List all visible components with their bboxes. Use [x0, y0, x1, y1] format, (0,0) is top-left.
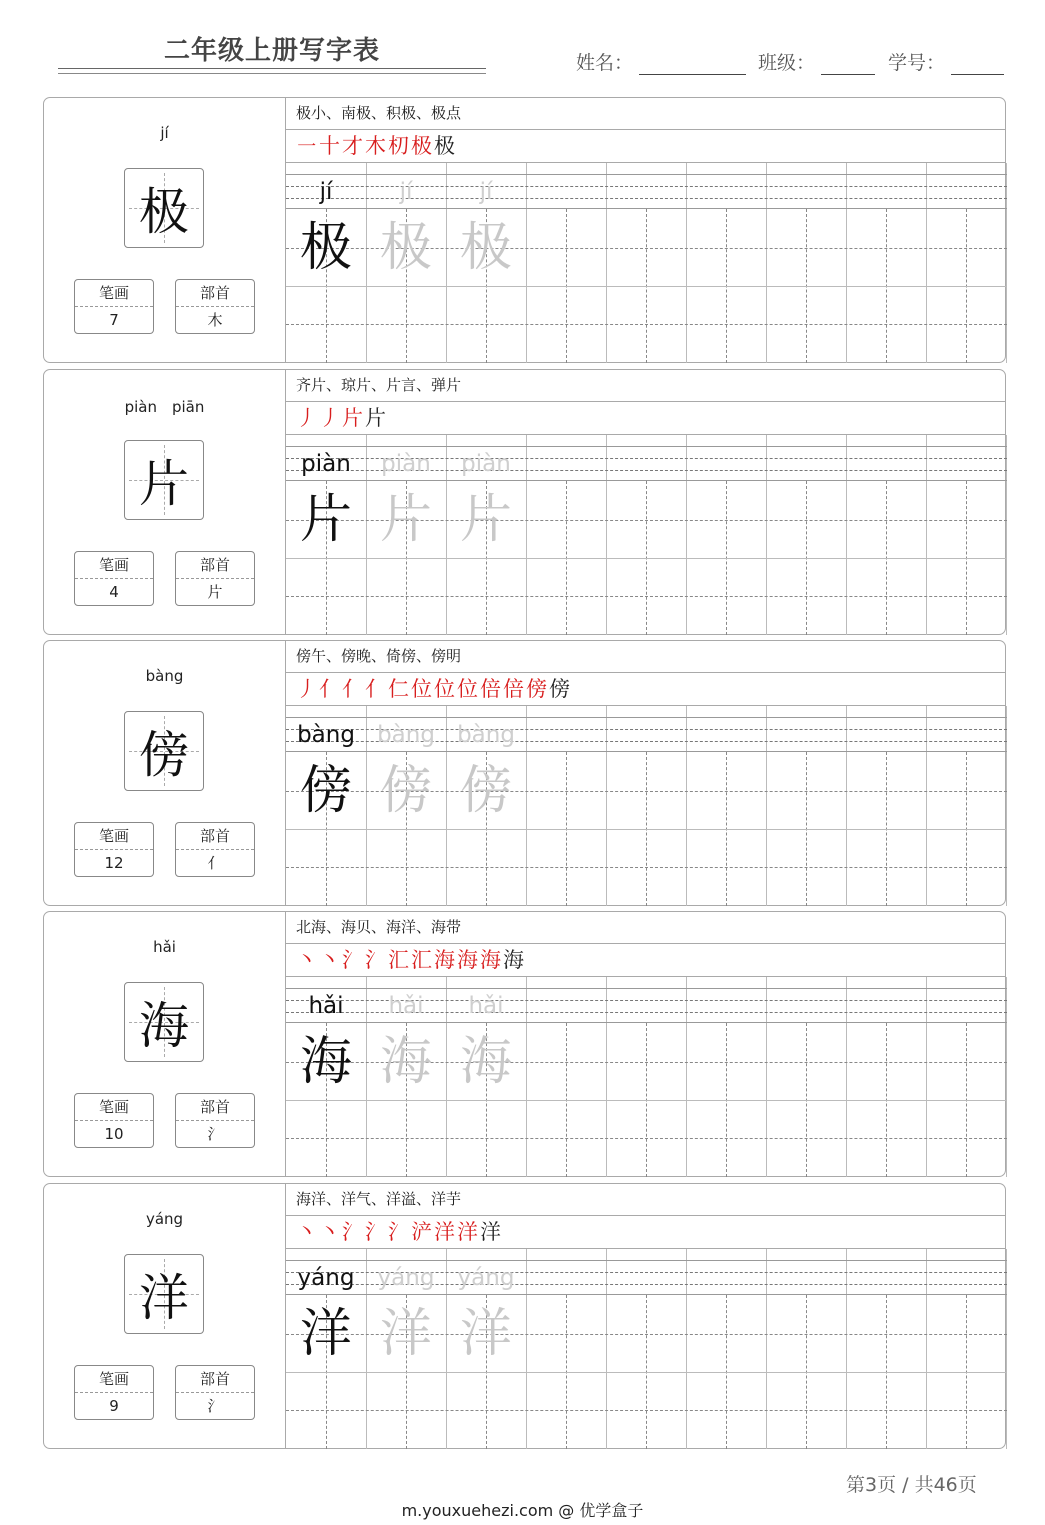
stroke-count-label: 笔画: [75, 280, 153, 307]
stroke-step: 片: [365, 406, 388, 430]
character-box: [124, 168, 204, 248]
stroke-count-value: 9: [109, 1397, 119, 1415]
practice-character: 洋: [299, 1304, 352, 1364]
example-words: 海洋、洋气、洋溢、洋芋: [286, 1184, 1005, 1216]
practice-pinyin: bàng: [377, 722, 435, 748]
radical-box: [175, 822, 255, 877]
radical-value: 氵: [207, 1125, 223, 1143]
stroke-count-value: 7: [109, 311, 119, 329]
practice-panel: [286, 641, 1005, 905]
stroke-step: 汇: [411, 948, 434, 972]
stroke-count-label: 笔画: [75, 823, 153, 850]
stroke-step: 洋: [457, 1220, 480, 1244]
stroke-step: 海: [480, 948, 503, 972]
name-blank[interactable]: [639, 51, 746, 75]
practice-pinyin: bàng: [457, 722, 515, 748]
practice-pinyin: piàn: [301, 451, 351, 477]
stroke-count-box: [74, 551, 154, 606]
practice-grid[interactable]: [286, 977, 1007, 1177]
stroke-step: 氵: [342, 1220, 365, 1244]
practice-pinyin: piàn: [461, 451, 511, 477]
character-card: [43, 911, 1006, 1177]
stroke-step: 才: [342, 134, 365, 158]
practice-grid[interactable]: [286, 435, 1007, 635]
radical-box: [175, 1365, 255, 1420]
stroke-count-value: 10: [104, 1125, 124, 1143]
stroke-step: 位: [411, 677, 434, 701]
character: 海: [139, 997, 189, 1055]
practice-pinyin: jí: [479, 179, 493, 205]
practice-character: 极: [459, 218, 512, 278]
stroke-step: 丶: [319, 948, 342, 972]
radical-box: [175, 551, 255, 606]
practice-panel: [286, 912, 1005, 1176]
practice-character: 傍: [459, 761, 512, 821]
stroke-count-label: 笔画: [75, 552, 153, 579]
stroke-count-box: [74, 822, 154, 877]
practice-character: 傍: [379, 761, 432, 821]
pinyin-row: [286, 174, 1007, 209]
stroke-step: 亻: [319, 677, 342, 701]
character-box: [124, 1254, 204, 1334]
pinyin-row: [286, 988, 1007, 1023]
radical-value: 木: [207, 311, 223, 329]
stroke-step: 丶: [296, 1220, 319, 1244]
stroke-count-label: 笔画: [75, 1094, 153, 1121]
stroke-order: [286, 402, 1005, 435]
practice-panel: [286, 1184, 1005, 1448]
practice-character: 海: [459, 1032, 512, 1092]
character-info-panel: [44, 912, 286, 1176]
worksheet-title: 二年级上册写字表: [163, 36, 380, 66]
practice-grid[interactable]: [286, 706, 1007, 906]
practice-character: 海: [379, 1032, 432, 1092]
stroke-step: 位: [434, 677, 457, 701]
stroke-step: 木: [365, 134, 388, 158]
example-words: 齐片、琼片、片言、弹片: [286, 370, 1005, 402]
grid-row-line: [286, 1372, 1007, 1373]
class-label: 班级：: [758, 52, 816, 74]
stroke-step: 极: [411, 134, 434, 158]
practice-character: 极: [299, 218, 352, 278]
practice-character: 洋: [459, 1304, 512, 1364]
radical-value: 氵: [207, 1397, 223, 1415]
pinyin-row: [286, 717, 1007, 752]
practice-character: 傍: [299, 761, 352, 821]
stroke-step: 十: [319, 134, 342, 158]
stroke-step: 氵: [388, 1220, 411, 1244]
pinyin-row: [286, 446, 1007, 481]
character-card: [43, 1183, 1006, 1449]
stroke-step: 氵: [365, 1220, 388, 1244]
character-box: [124, 982, 204, 1062]
character: 洋: [139, 1269, 189, 1327]
character-info-panel: [44, 370, 286, 634]
grid-row-line: [286, 1100, 1007, 1101]
practice-pinyin: yáng: [297, 1265, 355, 1291]
radical-value: 片: [207, 583, 223, 601]
character-info-panel: [44, 641, 286, 905]
practice-pinyin: piàn: [381, 451, 431, 477]
stroke-step: 洋: [480, 1220, 503, 1244]
grid-row-line: [286, 558, 1007, 559]
character: 极: [139, 183, 189, 241]
practice-character: 海: [299, 1032, 352, 1092]
stroke-step: 洋: [434, 1220, 457, 1244]
stroke-step: 汇: [388, 948, 411, 972]
radical-label: 部首: [176, 1094, 254, 1121]
grid-mid-dash: [286, 596, 1007, 597]
stroke-step: 朷: [388, 134, 411, 158]
student-no-label: 学号：: [888, 52, 946, 74]
grid-row-line: [286, 829, 1007, 830]
stroke-step: 倍: [503, 677, 526, 701]
stroke-step: 丿: [296, 406, 319, 430]
character-pinyin: bàng: [145, 667, 184, 685]
grid-row-line: [286, 286, 1007, 287]
stroke-count-value: 12: [104, 854, 124, 872]
example-words: 极小、南极、积极、极点: [286, 98, 1005, 130]
character: 片: [139, 455, 189, 513]
character-pinyin: yáng: [145, 1210, 184, 1228]
example-words: 北海、海贝、海洋、海带: [286, 912, 1005, 944]
stroke-step: 氵: [342, 948, 365, 972]
stroke-count-label: 笔画: [75, 1366, 153, 1393]
character-pinyin: hǎi: [153, 938, 176, 956]
student-no-blank[interactable]: [951, 51, 1004, 75]
stroke-step: 海: [503, 948, 526, 972]
site-credit: m.youxuehezi.com @ 优学盒子: [401, 1501, 644, 1520]
practice-panel: [286, 98, 1005, 362]
student-no-field[interactable]: [888, 48, 1004, 75]
stroke-order: [286, 944, 1005, 977]
practice-pinyin: jí: [399, 179, 413, 205]
practice-character: 极: [379, 218, 432, 278]
character: 傍: [139, 726, 189, 784]
class-blank[interactable]: [821, 51, 875, 75]
practice-pinyin: hǎi: [308, 993, 344, 1019]
stroke-order: [286, 673, 1005, 706]
title-rule-2: [58, 73, 486, 74]
stroke-count-box: [74, 279, 154, 334]
practice-pinyin: hǎi: [388, 993, 424, 1019]
stroke-step: 亻: [342, 677, 365, 701]
stroke-step: 傍: [549, 677, 572, 701]
stroke-order: [286, 1216, 1005, 1249]
grid-mid-dash: [286, 1410, 1007, 1411]
grid-mid-dash: [286, 324, 1007, 325]
stroke-step: 丿: [296, 677, 319, 701]
stroke-step: 浐: [411, 1220, 434, 1244]
class-field[interactable]: [758, 48, 875, 75]
radical-box: [175, 279, 255, 334]
stroke-count-box: [74, 1365, 154, 1420]
character-info-panel: [44, 98, 286, 362]
radical-label: 部首: [176, 280, 254, 307]
stroke-step: 位: [457, 677, 480, 701]
grid-mid-dash: [286, 867, 1007, 868]
example-words: 傍午、傍晚、倚傍、傍明: [286, 641, 1005, 673]
pinyin-row: [286, 1260, 1007, 1295]
title-rule: [58, 68, 486, 69]
stroke-count-value: 4: [109, 583, 119, 601]
character-info-panel: [44, 1184, 286, 1448]
stroke-count-box: [74, 1093, 154, 1148]
practice-character: 片: [299, 490, 352, 550]
character-card: [43, 369, 1006, 635]
stroke-step: 亻: [365, 677, 388, 701]
practice-character: 片: [379, 490, 432, 550]
radical-label: 部首: [176, 823, 254, 850]
practice-pinyin: bàng: [297, 722, 355, 748]
character-box: [124, 711, 204, 791]
name-field[interactable]: [576, 48, 746, 75]
stroke-step: 海: [457, 948, 480, 972]
stroke-step: 倍: [480, 677, 503, 701]
character-pinyin: piàn piān: [124, 398, 205, 416]
practice-character: 片: [459, 490, 512, 550]
stroke-step: 丿: [319, 406, 342, 430]
page-number: 第3页 / 共46页: [846, 1474, 977, 1496]
radical-label: 部首: [176, 552, 254, 579]
radical-box: [175, 1093, 255, 1148]
stroke-step: ㇐: [296, 134, 319, 158]
character-box: [124, 440, 204, 520]
practice-pinyin: yáng: [377, 1265, 435, 1291]
name-label: 姓名：: [576, 52, 634, 74]
stroke-step: 氵: [365, 948, 388, 972]
radical-value: 亻: [207, 854, 223, 872]
radical-label: 部首: [176, 1366, 254, 1393]
practice-grid[interactable]: [286, 163, 1007, 363]
stroke-step: 片: [342, 406, 365, 430]
stroke-step: 仁: [388, 677, 411, 701]
stroke-step: 丶: [296, 948, 319, 972]
character-card: [43, 97, 1006, 363]
character-pinyin: jí: [160, 124, 169, 142]
stroke-step: 极: [434, 134, 457, 158]
practice-pinyin: yáng: [457, 1265, 515, 1291]
stroke-step: 丶: [319, 1220, 342, 1244]
practice-pinyin: hǎi: [468, 993, 504, 1019]
stroke-step: 傍: [526, 677, 549, 701]
character-card: [43, 640, 1006, 906]
grid-mid-dash: [286, 1138, 1007, 1139]
stroke-order: [286, 130, 1005, 163]
practice-panel: [286, 370, 1005, 634]
practice-character: 洋: [379, 1304, 432, 1364]
stroke-step: 海: [434, 948, 457, 972]
practice-grid[interactable]: [286, 1249, 1007, 1449]
practice-pinyin: jí: [319, 179, 333, 205]
